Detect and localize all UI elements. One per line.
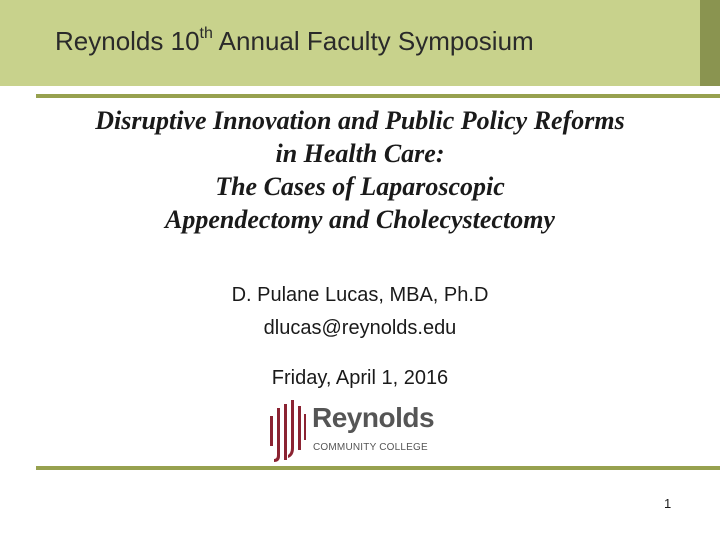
header-title: Reynolds 10th Annual Faculty Symposium bbox=[55, 25, 534, 56]
bottom-divider bbox=[36, 466, 720, 470]
top-divider bbox=[36, 94, 720, 98]
presentation-date: Friday, April 1, 2016 bbox=[271, 367, 449, 389]
author-name: D. Pulane Lucas, MBA, Ph.D bbox=[231, 284, 489, 306]
reynolds-mark-icon bbox=[268, 398, 308, 466]
author-email: dlucas@reynolds.edu bbox=[263, 317, 457, 339]
presentation-title bbox=[0, 104, 720, 236]
page-number: 1 bbox=[664, 496, 672, 511]
title-line: The Cases of Laparoscopic bbox=[215, 172, 505, 201]
title-line: Disruptive Innovation and Public Policy Reforms bbox=[95, 106, 625, 135]
logo-subtitle: COMMUNITY COLLEGE bbox=[313, 442, 428, 453]
title-line: Appendectomy and Cholecystectomy bbox=[165, 205, 555, 234]
logo-wordmark: Reynolds bbox=[312, 402, 435, 433]
reynolds-logo bbox=[268, 398, 448, 468]
title-line: in Health Care: bbox=[275, 139, 445, 168]
header-accent bbox=[700, 0, 720, 86]
